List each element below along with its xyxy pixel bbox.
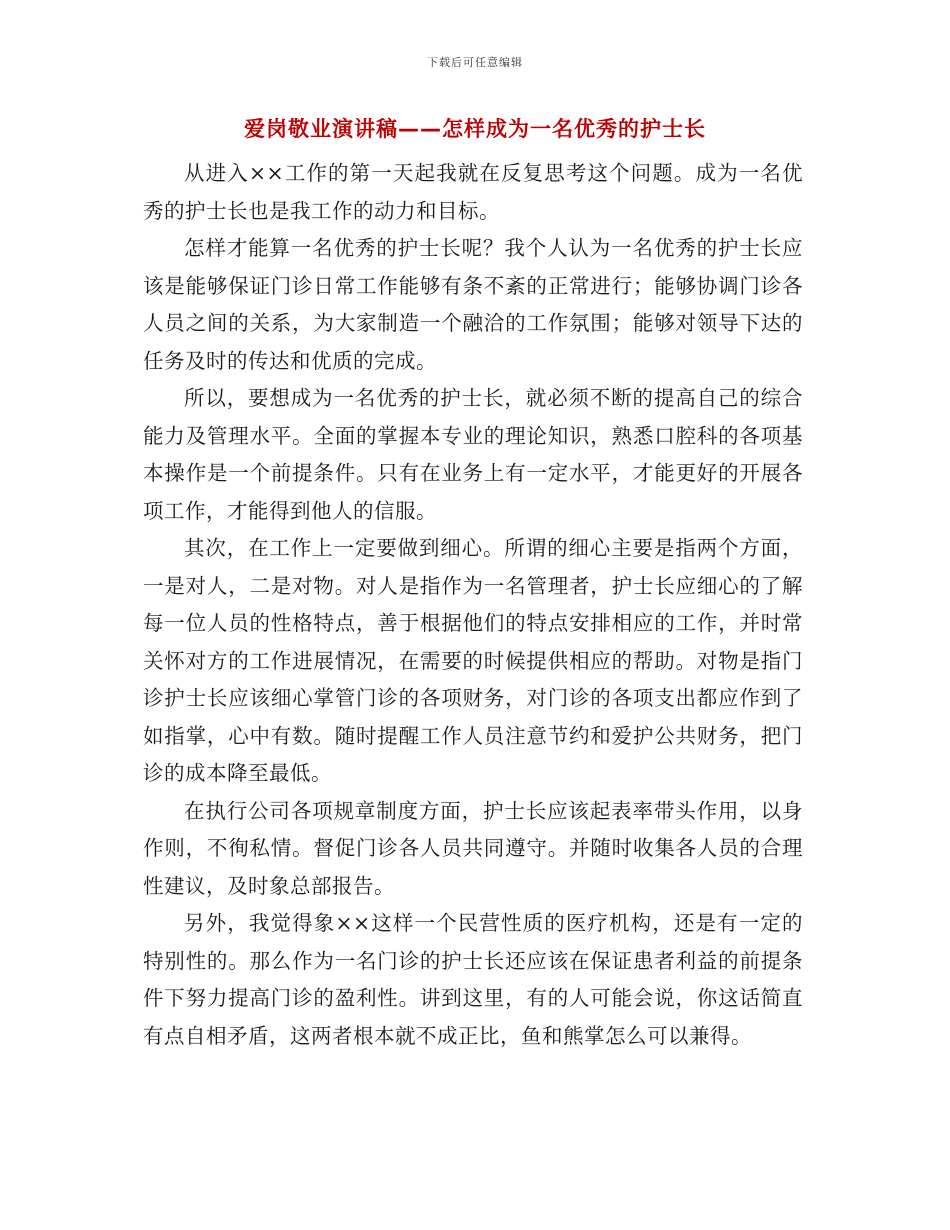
paragraph: 怎样才能算一名优秀的护士长呢？我个人认为一名优秀的护士长应该是能够保证门诊日常工作能够有条不紊的正常进行；能够协调门诊各人员之间的关系，为大家制造一个融洽的工作氛围；能够对领导下达的任务及时的传达和优质的完成。 <box>143 236 803 373</box>
paragraph: 另外，我觉得象××这样一个民营性质的医疗机构，还是有一定的特别性的。那么作为一名门诊的护士长还应该在保证患者利益的前提条件下努力提高门诊的盈利性。讲到这里，有的人可能会说，你这话简直有点自相矛盾，这两者根本就不成正比，鱼和熊掌怎么可以兼得。 <box>143 911 803 1048</box>
paragraph: 所以，要想成为一名优秀的护士长，就必须不断的提高自己的综合能力及管理水平。全面的掌握本专业的理论知识，熟悉口腔科的各项基本操作是一个前提条件。只有在业务上有一定水平，才能更好的开展各项工作，才能得到他人的信服。 <box>143 386 803 523</box>
paragraph: 其次，在工作上一定要做到细心。所谓的细心主要是指两个方面，一是对人，二是对物。对人是指作为一名管理者，护士长应细心的了解每一位人员的性格特点，善于根据他们的特点安排相应的工作，并时常关怀对方的工作进展情况，在需要的时候提供相应的帮助。对物是指门诊护士长应该细心掌管门诊的各项财务，对门诊的各项支出都应作到了如指掌，心中有数。随时提醒工作人员注意节约和爱护公共财务，把门诊的成本降至最低。 <box>143 536 803 785</box>
document-title: 爱岗敬业演讲稿——怎样成为一名优秀的护士长 <box>244 117 706 141</box>
paragraph: 在执行公司各项规章制度方面，护士长应该起表率带头作用，以身作则，不徇私情。督促门诊各人员共同遵守。并随时收集各人员的合理性建议，及时象总部报告。 <box>143 798 803 898</box>
paragraph: 从进入××工作的第一天起我就在反复思考这个问题。成为一名优秀的护士长也是我工作的动力和目标。 <box>143 161 803 223</box>
document-body <box>143 155 803 1055</box>
page-header-note: 下载后可任意编辑 <box>427 56 523 69</box>
